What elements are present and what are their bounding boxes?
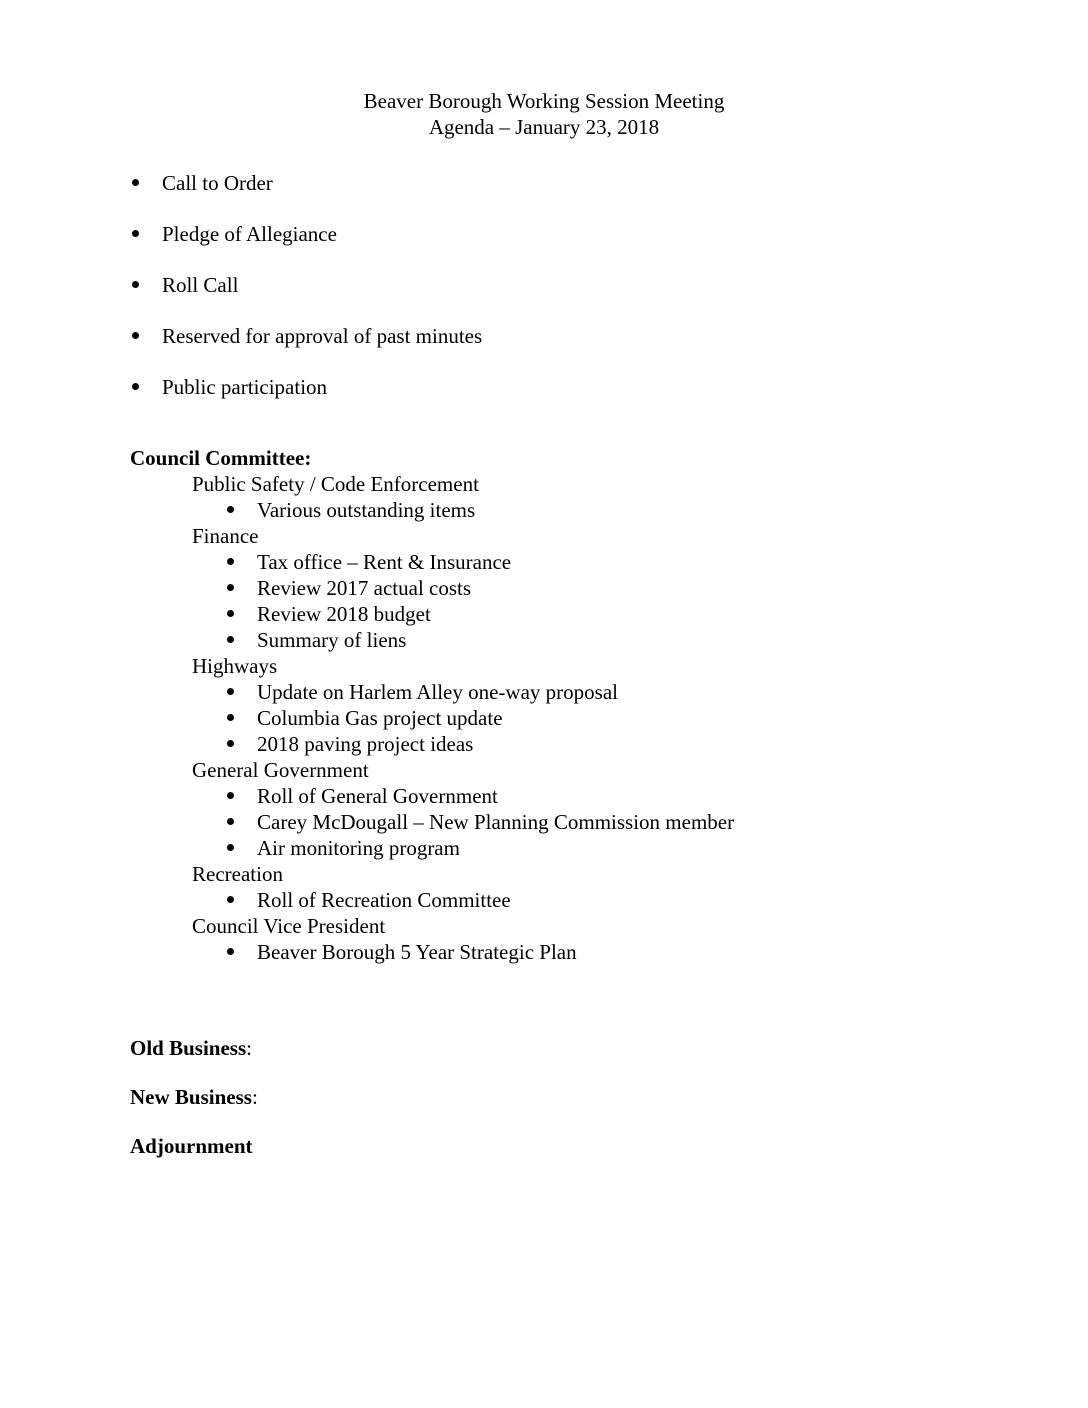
heading-label: Old Business (130, 1036, 247, 1060)
agenda-item-label: Roll Call (162, 273, 239, 297)
committee-item-label: Beaver Borough 5 Year Strategic Plan (257, 940, 577, 964)
document-body (130, 170, 1088, 1159)
committee-item-label: Carey McDougall – New Planning Commission member (257, 810, 735, 834)
committee-group-highways (130, 653, 1088, 757)
agenda-item-label: Call to Order (162, 171, 273, 195)
committee-group-finance (130, 523, 1088, 653)
bullet-icon (227, 636, 234, 643)
agenda-item-label: Public participation (162, 375, 328, 399)
list-item (130, 323, 1088, 349)
title-line-1: Beaver Borough Working Session Meeting (363, 89, 725, 113)
committee-group-general-government (130, 757, 1088, 861)
committee-group-council-vice-president (130, 913, 1088, 965)
list-item (130, 221, 1088, 247)
title-line-2: Agenda – January 23, 2018 (428, 115, 660, 139)
bullet-icon (227, 610, 234, 617)
bullet-icon (227, 818, 234, 825)
list-item (130, 601, 1088, 627)
bullet-icon (227, 844, 234, 851)
committee-item-label: Air monitoring program (257, 836, 460, 860)
heading-label: New Business (130, 1085, 252, 1109)
committee-items (130, 783, 1088, 861)
committee-items (130, 549, 1088, 653)
heading-label: Adjournment (130, 1134, 253, 1158)
committee-name: Public Safety / Code Enforcement (192, 472, 479, 496)
bullet-icon (227, 688, 234, 695)
committee-item-label: Review 2017 actual costs (257, 576, 472, 600)
committee-item-label: Roll of General Government (257, 784, 498, 808)
committee-name: General Government (192, 758, 369, 782)
bullet-icon (227, 948, 234, 955)
old-business-heading (130, 1035, 1088, 1061)
committee-name: Highways (192, 654, 278, 678)
agenda-item-label: Reserved for approval of past minutes (162, 324, 483, 348)
list-item (130, 549, 1088, 575)
committee-items (130, 679, 1088, 757)
bullet-icon (227, 714, 234, 721)
list-item (130, 809, 1088, 835)
list-item (130, 939, 1088, 965)
list-item (130, 783, 1088, 809)
committee-items (130, 497, 1088, 523)
list-item (130, 731, 1088, 757)
committee-name: Finance (192, 524, 259, 548)
bullet-icon (227, 558, 234, 565)
bullet-icon (227, 506, 234, 513)
committee-group-recreation (130, 861, 1088, 913)
agenda-list (130, 170, 1088, 400)
list-item (130, 887, 1088, 913)
committee-item-label: Roll of Recreation Committee (257, 888, 511, 912)
new-business-heading (130, 1084, 1088, 1110)
list-item (130, 374, 1088, 400)
committee-items (130, 887, 1088, 913)
heading-suffix: : (246, 1036, 252, 1060)
list-item (130, 705, 1088, 731)
bullet-icon (132, 230, 139, 237)
committee-item-label: Review 2018 budget (257, 602, 431, 626)
council-committee-heading: Council Committee: (130, 446, 312, 470)
adjournment-heading (130, 1133, 1088, 1159)
bullet-icon (227, 896, 234, 903)
list-item (130, 627, 1088, 653)
list-item (130, 272, 1088, 298)
footer-sections (130, 1035, 1088, 1159)
bullet-icon (132, 281, 139, 288)
committee-item-label: Various outstanding items (257, 498, 476, 522)
list-item (130, 679, 1088, 705)
committee-items (130, 939, 1088, 965)
bullet-icon (132, 383, 139, 390)
bullet-icon (227, 584, 234, 591)
bullet-icon (227, 792, 234, 799)
committee-group-public-safety (130, 471, 1088, 523)
list-item (130, 575, 1088, 601)
committee-item-label: Columbia Gas project update (257, 706, 503, 730)
committee-name: Recreation (192, 862, 283, 886)
committee-item-label: Update on Harlem Alley one-way proposal (257, 680, 618, 704)
agenda-item-label: Pledge of Allegiance (162, 222, 337, 246)
heading-suffix: : (251, 1085, 258, 1109)
bullet-icon (227, 740, 234, 747)
list-item (130, 170, 1088, 196)
committee-name: Council Vice President (192, 914, 386, 938)
committee-item-label: 2018 paving project ideas (257, 732, 474, 756)
committee-item-label: Tax office – Rent & Insurance (257, 550, 512, 574)
committee-item-label: Summary of liens (257, 628, 407, 652)
list-item (130, 835, 1088, 861)
council-committee-section (130, 445, 1088, 965)
list-item (130, 497, 1088, 523)
bullet-icon (132, 332, 139, 339)
document-title (0, 88, 1088, 140)
bullet-icon (132, 179, 139, 186)
